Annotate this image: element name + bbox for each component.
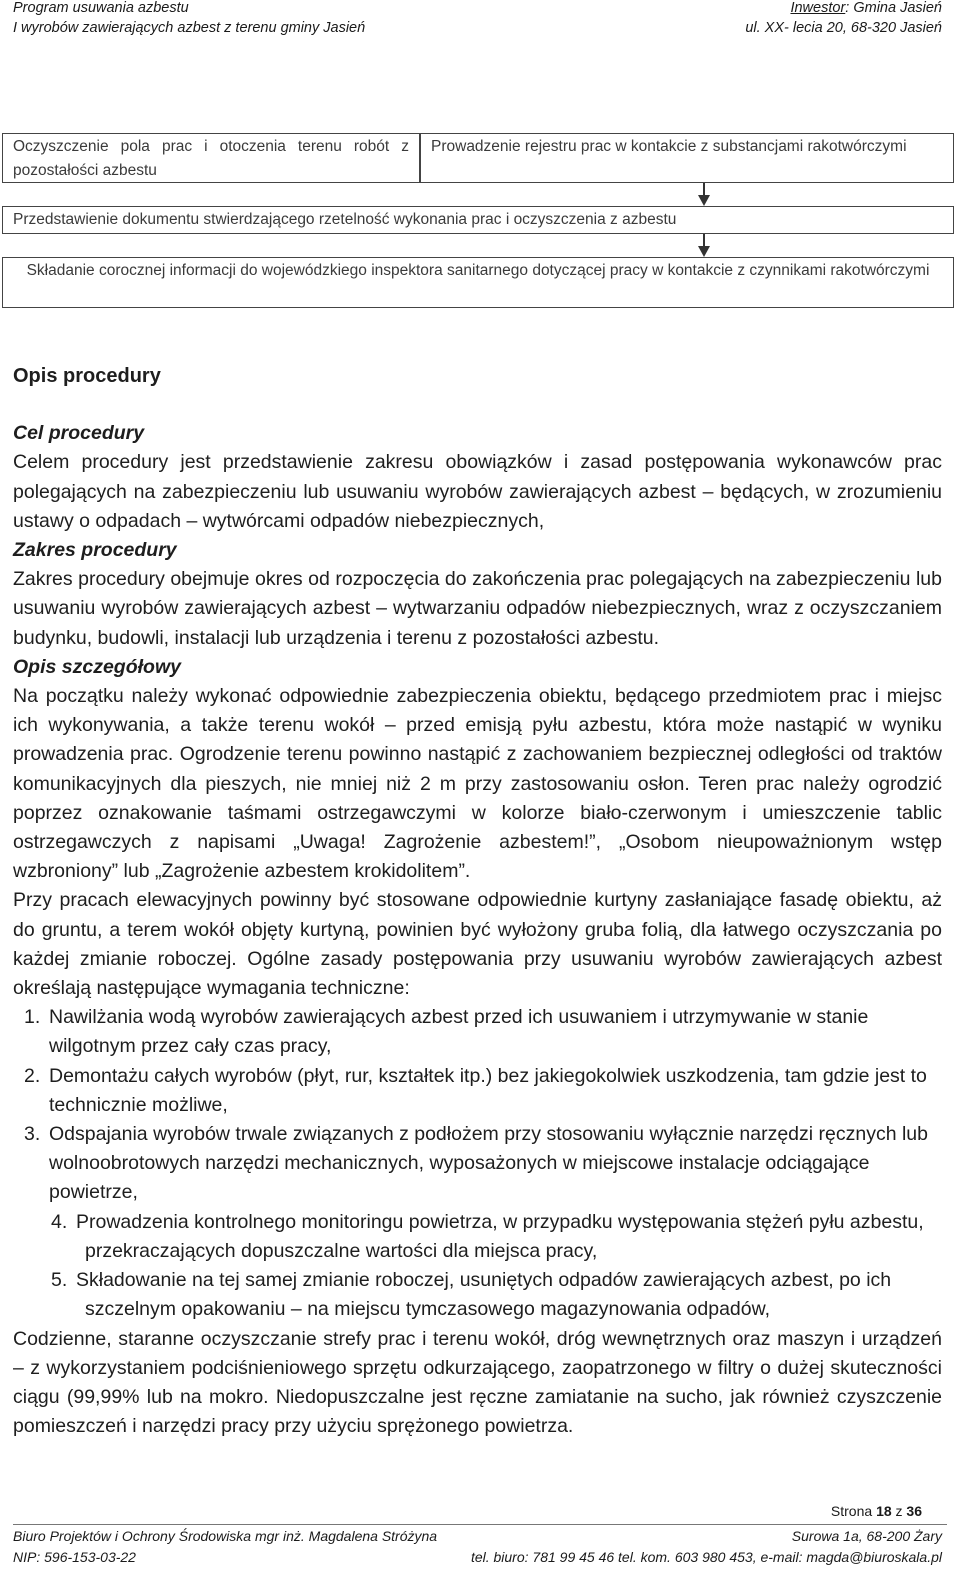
list-item <box>13 1062 942 1120</box>
list-text: Nawilżania wodą wyrobów zawierających azbest przed ich usuwaniem i utrzymywanie w stanie wilgotnym przez cały czas pracy, <box>49 1006 869 1058</box>
subheading-opis: Opis szczegółowy <box>13 655 181 678</box>
flow-arrow-down-icon <box>698 183 710 206</box>
list-text: Prowadzenia kontrolnego monitoringu powietrza, w przypadku występowania stężeń pyłu azbestu, przekraczających dopuszczalne wartości dla miejsca pracy, <box>76 1210 924 1262</box>
footer-company: Biuro Projektów i Ochrony Środowiska mgr inż. Magdalena Stróżyna <box>13 1528 438 1544</box>
list-text: Demontażu całych wyrobów (płyt, rur, kształtek itp.) bez jakiegokolwiek uszkodzenia, tam gdzie jest to technicznie możliwe, <box>49 1064 927 1116</box>
header-investor <box>790 0 942 16</box>
paragraph-cel: Celem procedury jest przedstawienie zakresu obowiązków i zasad postępowania wykonawców prac polegających na zabezpieczeniu lub usuwaniu wyrobów zawierających azbest – będących, w zrozumieniu ustawy o odpadach – wytwórcami odpadów niebezpiecznych, <box>13 451 942 532</box>
page-current: 18 <box>876 1503 892 1519</box>
footer-divider <box>13 1524 947 1525</box>
subheading-cel: Cel procedury <box>13 422 145 445</box>
list-item <box>13 1208 942 1266</box>
paragraph-opis-2: Przy pracach elewacyjnych powinny być stosowane odpowiednie kurtyny zasłaniające fasadę obiektu, aż do gruntu, a terem wokół objęty kurtyną, powinien być wyłożony gruba folią, dla łatwego oczyszczania po każdej zmianie roboczej. Ogólne zasady postępowania przy usuwaniu wyrobów zawierających azbest określają następujące wymagania techniczne: <box>13 889 942 1000</box>
subheading-zakres: Zakres procedury <box>13 539 177 562</box>
flow-box-cleaning: Oczyszczenie pola prac i otoczenia terenu robót z pozostałości azbestu <box>2 133 420 183</box>
page-number <box>831 1503 922 1519</box>
header-investor-label: Inwestor <box>790 0 846 16</box>
flow-box-document: Przedstawienie dokumentu stwierdzającego rzetelność wykonania prac i oczyszczenia z azbestu <box>2 206 954 234</box>
list-text: Odspajania wyrobów trwale związanych z podłożem przy stosowaniu wyłącznie narzędzi ręcznych lub wolnoobrotowych narzędzi mechanicznych, wyposażonych w miejscowe instalacje odciągające powietrze, <box>49 1123 928 1204</box>
document-body <box>13 362 942 1441</box>
list-number: 3. <box>24 1123 41 1146</box>
list-number: 2. <box>24 1064 41 1087</box>
list-item <box>13 1266 942 1324</box>
header-investor-value: : Gmina Jasień <box>845 0 942 16</box>
header-program-subtitle: I wyrobów zawierających azbest z terenu gminy Jasień <box>13 20 366 36</box>
footer-contact: tel. biuro: 781 99 45 46 tel. kom. 603 980 453, e-mail: magda@biuroskala.pl <box>470 1549 942 1565</box>
footer-nip: NIP: 596-153-03-22 <box>13 1549 136 1565</box>
header-address: ul. XX- lecia 20, 68-320 Jasień <box>745 20 942 36</box>
section-heading: Opis procedury <box>13 365 161 387</box>
flow-box-annual-report: Składanie corocznej informacji do wojewódzkiego inspektora sanitarnego dotyczącej pracy w kontakcie z czynnikami rakotwórczymi <box>2 257 954 308</box>
list-number: 4. <box>51 1210 68 1233</box>
footer-address: Surowa 1a, 68-200 Żary <box>791 1528 942 1544</box>
header-program-title: Program usuwania azbestu <box>13 0 189 16</box>
flow-arrow-down-icon <box>698 234 710 257</box>
list-number: 1. <box>24 1006 41 1029</box>
list-item <box>13 1003 942 1061</box>
list-text: Składowanie na tej samej zmianie roboczej, usuniętych odpadów zawierających azbest, po ich szczelnym opakowaniu – na miejscu tymczasowego magazynowania odpadów, <box>76 1269 892 1321</box>
list-number: 5. <box>51 1269 68 1292</box>
paragraph-opis-1: Na początku należy wykonać odpowiednie zabezpieczenia obiektu, będącego przedmiotem prac i miejsc ich wykonywania, a także terenu wokół – przed emisją pyłu azbestu, która może nastąpić w wyniku prowadzenia prac. Ogrodzenie terenu powinno nastąpić z zachowaniem bezpiecznej odległości od traktów komunikacyjnych dla pieszych, nie mniej niż 2 m przy zastosowaniu osłon. Teren prac należy ogrodzić poprzez oznakowanie taśmami ostrzegawczymi w kolorze biało-czerwonym i umieszczenie tablic ostrzegawczych z napisami „Uwaga! Zagrożenie azbestem!”, „Osobom nieupoważnionym wstęp wzbroniony” lub „Zagrożenie azbestem krokidolitem”. <box>13 685 942 883</box>
page-label: Strona <box>830 1503 873 1519</box>
list-item <box>13 1120 942 1208</box>
paragraph-zakres: Zakres procedury obejmuje okres od rozpoczęcia do zakończenia prac polegających na zabezpieczeniu lub usuwaniu wyrobów zawierających azbest – wytwarzaniu odpadów niebezpiecznych, wraz z oczyszczaniem budynku, budowli, instalacji lub urządzenia i terenu z pozostałości azbestu. <box>13 568 942 649</box>
paragraph-closing: Codzienne, staranne oczyszczanie strefy prac i terenu wokół, dróg wewnętrznych oraz maszyn i urządzeń – z wykorzystaniem podciśnieniowego sprzętu odkurzającego, zaopatrzonego w filtry o dużej skuteczności ciągu (99,99% lub na mokro. Niedopuszczalne jest ręczne zamiatanie na sucho, jak również czyszczenie pomieszczeń i narzędzi pracy przy użyciu sprężonego powietrza. <box>13 1327 942 1438</box>
page-total: 36 <box>906 1503 922 1519</box>
page-separator: z <box>895 1503 903 1519</box>
flow-box-register: Prowadzenie rejestru prac w kontakcie z substancjami rakotwórczymi <box>420 133 954 183</box>
